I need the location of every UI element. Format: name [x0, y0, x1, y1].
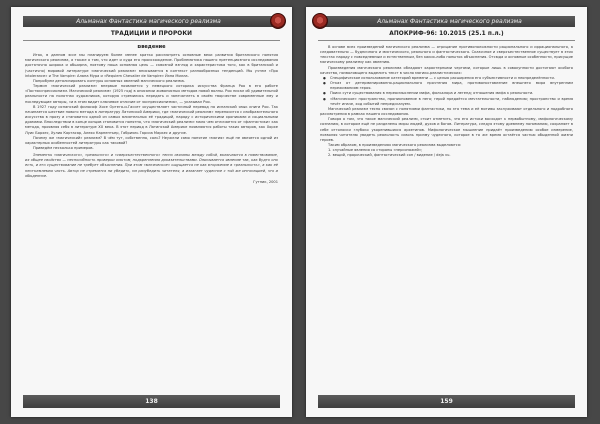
chapter-title: Введение — [137, 45, 166, 50]
right-body — [320, 45, 573, 383]
left-emblem-icon — [270, 13, 286, 29]
paragraph: В основе всех произведений магического реализма — отрицание противоположности рационального и иррационального, а следовательно — будничного и мистического, реального и фантастического. Сказочное и сверхъестественное существует в этих текстах наряду с повседневным и естественным, без каких-либо попыток объяснения. Отсюда и основные особенности, присущие магическому реализму как явлению. — [320, 45, 573, 65]
right-emblem-icon — [312, 13, 328, 29]
left-banner: Альманах Фантастика магического реализма — [23, 16, 274, 27]
right-banner: Альманах Фантастика магического реализма — [324, 16, 575, 27]
list-item: ● Специфическое использование категорий времени — с целью расширения его субъективности и неопределённости. — [330, 76, 573, 81]
left-page-number: 138 — [23, 395, 280, 408]
right-divider — [318, 40, 575, 41]
paragraph: Произведения магического реализма обладают характерными чертами, которые лишь в совокупности достигают особого качества, позволяющего выделить текст в число магико-реалистических: — [320, 65, 573, 75]
quote-signature: Гутник, 2001 — [253, 179, 278, 184]
paragraph: Термин «магический реализм» впервые появляется у немецкого историка искусства Франца Роо в его работе «Постэкспрессионизм. Магический реализм» (1925 год) в описании живописных методов новой волны. Роо писал об удивительной реальности на полотнах художников, которую стремились передать и запечатлеть в своём творчестве современные ему и последующие авторы, «и в этом видит ключевое отличие от экспрессионизма», — указывал Роо. — [25, 84, 278, 104]
right-page — [306, 7, 587, 417]
list-item: ● Отказ от детерминированно-рационального прочтения мира, противопоставление внешнего мира внутренним переживаниям героя. — [330, 81, 573, 91]
right-section-title: АПОКРИФ-96: 10.2015 (25.1 п.л.) — [389, 31, 504, 37]
paragraph: Итак, в данном эссе мы планируем более менее кратко рассмотреть основные вехи развития британского понятия магического реализма, а также о том, что идет и куда его происхождение. Проблематика нашего претенциозного исследования достаточно широка и обширна, поэтому наша основная цель — сквозной взгляд и характеристика того, как в британской и (частично) мировой литературе «магический реализм» вписывается в контекст разнообразных тенденций. Мы учтем «Про intolerance» и The Vampire: Алана Мура и «Requiem Chevalier de Vampire» Йэна Милла. — [25, 53, 278, 78]
paragraph: В 1927 году испанский философ Хосе Ортега-и-Гассет осуществляет частичный перевод на испанский язык книги Роо. Так начинается шествие нового метода в литературу Латинской Америки, где «магический реализм» переносится с изобразительного искусства в прозу и становится одной из самых влиятельных её традиций, наряду с историческими хрониками и социальными драмами. Впоследствии в конце концов становится понятно, что «магический реализм» мало чем отличается от «фантастики» как метода, проявляя себя в литературе XX века. В этот период в Латинской Америке появляются работы таких авторов, как Хорхе Луис Борхес, Хулио Кортасар, Алехо Карпентьер, Габриэль Гарсиа Маркес и другие. — [25, 104, 278, 135]
paragraph: Говоря о том, что такое магический реализм, стоит отметить, что его истоки восходят к первобытному, мифологическому сознанию, в котором ещё не разделены миры людей, духов и богов. Литература, следуя этому древнему пониманию, сохраняет в себе отголоски глубоко укоренившихся архетипов. Мифологическое мышление придаёт произведению особое измерение, позволяя читателю увидеть реальность сквозь призму чудесного, которое в то же время остаётся частью обыденной жизни героев. — [320, 117, 573, 142]
paragraph: Почему же «магический» реализм? В чём тут, собственно, соль? Неужели само понятие «магия» ещё не является одной из характерных особенностей литературы как таковой? — [25, 135, 278, 145]
paragraph: Магический реализм тесно связан с понятиями фантастики, но эта тема и её мотивы заслуживают отдельного и подробного рассмотрения в рамках нашего исследования. — [320, 106, 573, 117]
quote-block: Элементы «магического», «реального» и «сверхъестественного» тесно связаны между собой, включаются в повествование, их общее свойство — неспособность проверки опытом, подкрепления доказательствами. Описывается явление так, как будто оно есть, и его существование не требует объяснения. При этом «магическое» ощущается не как вторжение в «реальность», а как её неотъемлемая часть. Автор не стремится ни убедить, ни разубедить читателя, а излагает чудесное с той же интонацией, что и обыденное. — [25, 153, 278, 178]
left-page — [11, 7, 292, 417]
numbered-item: 1. случайные явления со стороны «персонажей»; — [328, 148, 423, 153]
list-item: ● Поиск сути существования в переосмыслении мифа, фольклора и легенд; отношения мифа к реальности. — [330, 91, 573, 96]
feature-list — [320, 76, 573, 107]
left-section-title: ТРАДИЦИИ И ПРОРОКИ — [110, 31, 193, 37]
list-item: ● «Магическое» пространство, проникновение в него; герой предаётся мечтательности, наблюдению; пространство и время течёт иначе, ход событий непредсказуем. — [330, 97, 573, 107]
paragraph: Попробуем детализировать контуры основных явлений магического реализма. — [33, 78, 185, 83]
left-body — [25, 45, 278, 383]
paragraph: Приведём несколько примеров. — [33, 145, 94, 150]
left-divider — [23, 40, 280, 41]
paragraph: Таким образом, в произведениях магического реализма выделяются: — [328, 142, 462, 147]
right-page-number: 159 — [318, 395, 575, 408]
numbered-item: 2. вещий, пророческий, фантастический сон / видение / deja vu. — [328, 153, 451, 158]
